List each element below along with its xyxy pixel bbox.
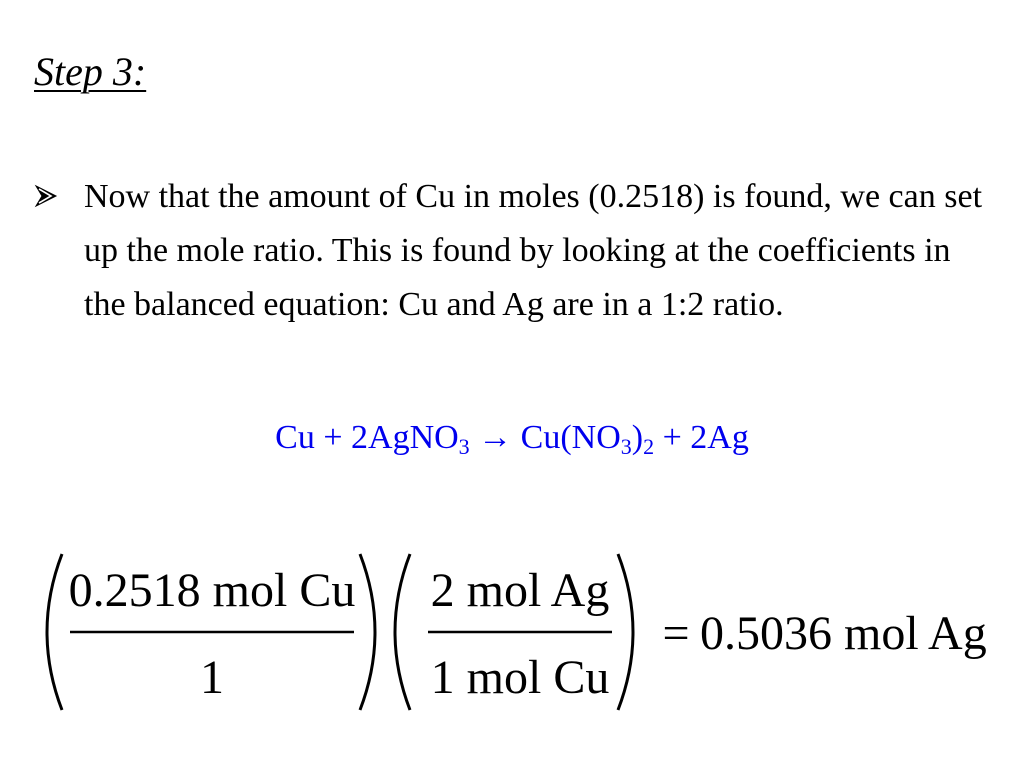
calculation-result: 0.5036 mol Ag — [700, 607, 987, 660]
equation-product: + 2Ag — [662, 419, 749, 456]
fraction-2-denominator: 1 mol Cu — [430, 651, 610, 704]
mole-ratio-calculation — [36, 548, 996, 716]
fraction-1-numerator: 0.2518 mol Cu — [68, 564, 356, 617]
left-paren — [47, 554, 62, 710]
equation-subscript: 2 — [643, 434, 655, 459]
equation-reactants: Cu + 2AgNO — [275, 419, 459, 456]
reaction-arrow: → — [478, 419, 513, 456]
equation-product: Cu(NO — [520, 419, 621, 456]
fraction-2-numerator: 2 mol Ag — [430, 564, 610, 617]
left-paren — [395, 554, 410, 710]
slide-title: Step 3: — [34, 49, 147, 94]
equation-subscript: 3 — [620, 434, 632, 459]
arrow-bullet-icon — [34, 172, 84, 222]
equation-subscript: 3 — [458, 434, 470, 459]
right-paren — [618, 554, 633, 710]
bullet-point — [34, 172, 994, 332]
bullet-text: Now that the amount of Cu in moles (0.2518) is found, we can set up the mole ratio. This is found by looking at the coefficients in the balanced equation: Cu and Ag are in a 1:2 ratio. — [84, 178, 983, 323]
chemical-equation — [0, 418, 1024, 459]
fraction-1-denominator: 1 — [200, 651, 224, 704]
equation-paren: ) — [631, 419, 644, 456]
equals-sign: = — [662, 607, 690, 660]
right-paren — [360, 554, 375, 710]
